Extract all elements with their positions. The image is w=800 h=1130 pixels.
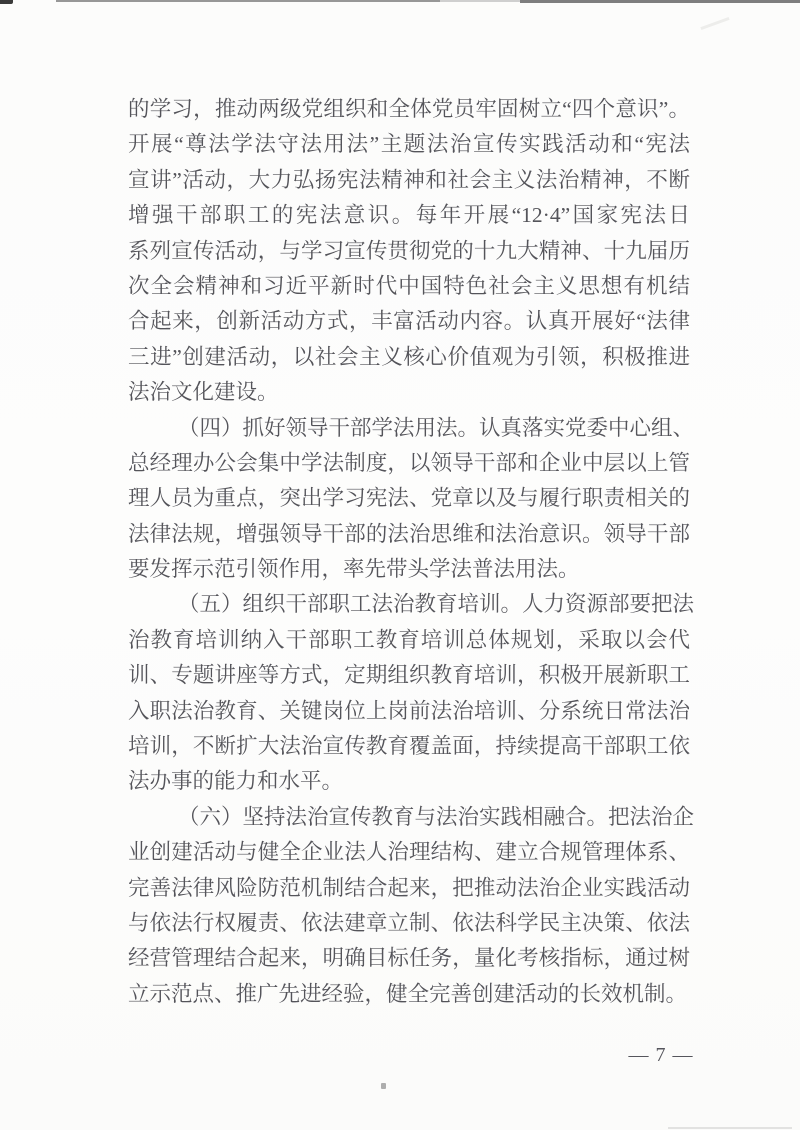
text-line: 业创建活动与健全企业法人治理结构、建立合规管理体系、 xyxy=(128,840,690,865)
scan-artifact-smudge xyxy=(700,17,729,30)
text-line: 法治文化建设。 xyxy=(128,380,279,405)
text-line: 次全会精神和习近平新时代中国特色社会主义思想有机结 xyxy=(128,273,690,298)
text-line: 治教育培训纳入干部职工教育培训总体规划，采取以会代 xyxy=(128,627,690,652)
text-line: 训、专题讲座等方式，定期组织教育培训，积极开展新职工 xyxy=(128,663,690,688)
text-line: 要发挥示范引领作用，率先带头学法普法用法。 xyxy=(128,557,580,582)
text-line: 法办事的能力和水平。 xyxy=(128,769,344,794)
text-line: 法律法规，增强领导干部的法治思维和法治意识。领导干部 xyxy=(128,521,690,546)
text-line: 宣讲”活动，大力弘扬宪法精神和社会主义法治精神，不断 xyxy=(128,167,690,192)
text-line: （五）组织干部职工法治教育培训。人力资源部要把法 xyxy=(178,592,695,617)
document-text xyxy=(128,92,695,1012)
text-line: 三进”创建活动，以社会主义核心价值观为引领，积极推进 xyxy=(128,344,690,369)
text-line: 合起来，创新活动方式，丰富活动内容。认真开展好“法律 xyxy=(128,309,690,334)
text-line: 经营管理结合起来，明确目标任务，量化考核指标，通过树 xyxy=(128,946,690,971)
text-line: 立示范点、推广先进经验，健全完善创建活动的长效机制。 xyxy=(128,981,688,1006)
text-line: （四）抓好领导干部学法用法。认真落实党委中心组、 xyxy=(178,415,695,440)
scan-artifact-bottom-edge-line xyxy=(668,1127,792,1129)
text-line: 系列宣传活动，与学习宣传贯彻党的十九大精神、十九届历 xyxy=(128,238,690,263)
text-line: 增强干部职工的宪法意识。每年开展“12·4”国家宪法日 xyxy=(128,203,690,228)
text-line: 培训，不断扩大法治宣传教育覆盖面，持续提高干部职工依 xyxy=(128,734,690,759)
scan-artifact-speck xyxy=(381,1083,386,1089)
scan-artifact-top-edge-line xyxy=(56,0,440,2)
scan-artifact-top-edge-line xyxy=(440,0,520,2)
text-line: 的学习，推动两级党组织和全体党员牢固树立“四个意识”。 xyxy=(128,97,690,121)
text-line: 总经理办公会集中学法制度，以领导干部和企业中层以上管 xyxy=(128,450,690,475)
text-line: 完善法律风险防范机制结合起来，把推动法治企业实践活动 xyxy=(128,875,690,900)
scan-artifact-top-edge-line xyxy=(520,0,800,3)
scan-artifact-top-left-dash xyxy=(0,0,13,4)
page-number: — 7 — xyxy=(628,1044,694,1066)
text-line: （六）坚持法治宣传教育与法治实践相融合。把法治企 xyxy=(178,804,695,829)
text-line: 开展“尊法学法守法用法”主题法治宣传实践活动和“宪法 xyxy=(128,132,690,157)
text-line: 与依法行权履责、依法建章立制、依法科学民主决策、依法 xyxy=(128,910,690,935)
text-line: 理人员为重点，突出学习宪法、党章以及与履行职责相关的 xyxy=(128,486,690,511)
text-line: 入职法治教育、关键岗位上岗前法治培训、分系统日常法治 xyxy=(128,698,690,723)
